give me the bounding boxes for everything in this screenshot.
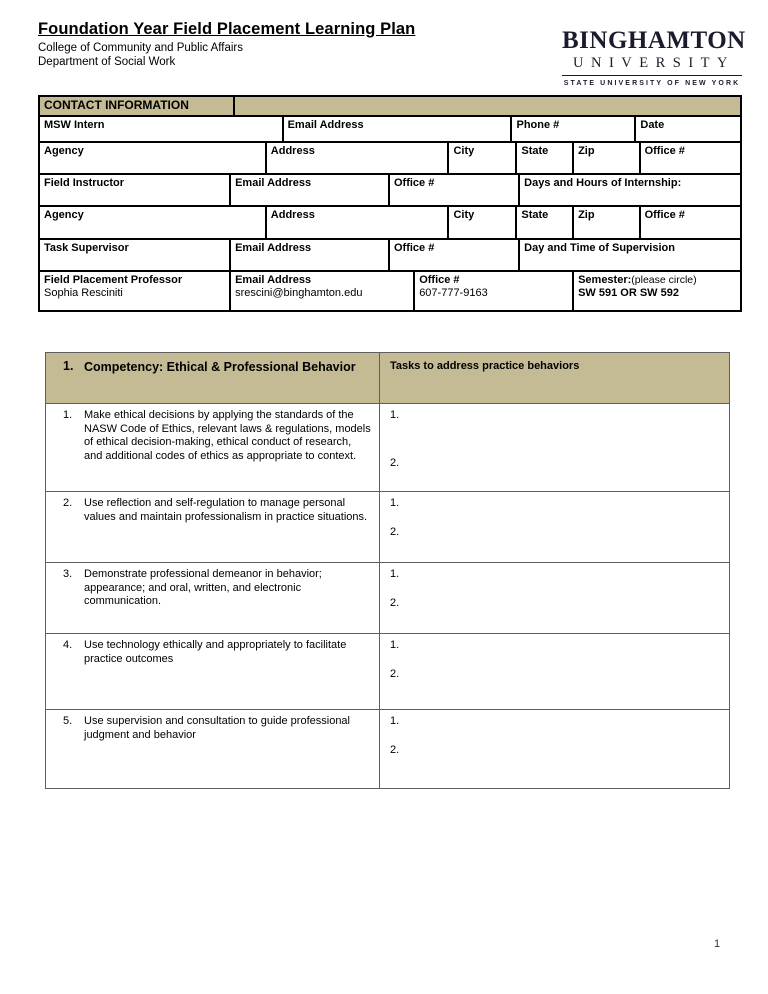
competency-header-row: [46, 353, 729, 404]
contact-row-placement-professor: [40, 272, 740, 310]
tasks-header-cell: Tasks to address practice behaviors: [389, 360, 580, 372]
practice-behavior-cell: [46, 404, 380, 491]
tasks-cell: [380, 710, 729, 788]
practice-behavior-cell: [46, 634, 380, 709]
semester-cell: [574, 272, 740, 310]
office-number-field: Office #: [644, 209, 685, 221]
tasks-cell: [380, 492, 729, 562]
competency-row-1: [46, 404, 729, 492]
logo-wordmark: BINGHAMTON: [562, 27, 746, 54]
logo-university-text: UNIVERSITY: [573, 55, 735, 71]
practice-behavior-cell: [46, 563, 380, 633]
task-2-marker: 2.: [389, 667, 400, 680]
behavior-number: 5.: [63, 715, 73, 727]
task-supervisor-field: Task Supervisor: [40, 240, 231, 270]
phone-field: Phone #: [512, 117, 636, 141]
contact-information-table: [38, 95, 742, 312]
behavior-text: Use reflection and self-regulation to manage personal values and maintain professionalism in practice situations.: [84, 497, 368, 523]
city-field: City: [449, 143, 517, 173]
professor-label: Field Placement Professor: [44, 274, 183, 286]
competency-row-4: [46, 634, 729, 710]
practice-behavior-cell: [46, 492, 380, 562]
task-2-marker: 2.: [389, 743, 400, 756]
binghamton-university-logo: [562, 27, 746, 88]
behavior-number: 4.: [63, 639, 73, 651]
task-1-marker: 1.: [389, 568, 400, 580]
professor-email-cell: [231, 272, 415, 310]
contact-row-field-instructor: [40, 175, 740, 207]
behavior-text: Demonstrate professional demeanor in behavior; appearance; and oral, written, and electronic communication.: [84, 568, 322, 607]
logo-tagline: STATE UNIVERSITY OF NEW YORK: [563, 80, 741, 87]
page-number: 1: [714, 938, 721, 950]
agency-field: Agency: [40, 143, 267, 173]
zip-field: Zip: [574, 143, 641, 173]
logo-divider-rule: [562, 75, 742, 76]
behavior-number: 3.: [63, 568, 73, 580]
competency-row-2: [46, 492, 729, 563]
date-field: Date: [640, 119, 665, 131]
semester-options: SW 591 OR SW 592: [578, 287, 679, 299]
office-phone-value: 607-777-9163: [419, 287, 488, 299]
semester-line: [578, 274, 736, 287]
task-1-marker: 1.: [389, 409, 400, 421]
competency-row-5: [46, 710, 729, 788]
contact-section-title: CONTACT INFORMATION: [40, 97, 235, 115]
task-2-marker: 2.: [389, 456, 400, 469]
address-field: Address: [267, 207, 450, 238]
address-field: Address: [267, 143, 450, 173]
competency-title: Competency: Ethical & Professional Behavior: [84, 360, 356, 374]
behavior-text: Use supervision and consultation to guide professional judgment and behavior: [84, 715, 350, 741]
task-2-marker: 2.: [389, 525, 400, 538]
competency-number: 1.: [63, 359, 74, 373]
field-instructor-field: Field Instructor: [40, 175, 231, 205]
day-time-supervision-field: Day and Time of Supervision: [524, 242, 675, 254]
email-address-field: Email Address: [231, 175, 390, 205]
behavior-number: 2.: [63, 497, 73, 509]
state-field: State: [517, 207, 574, 238]
practice-behavior-cell: [46, 710, 380, 788]
page-title: Foundation Year Field Placement Learning Plan: [38, 20, 416, 38]
contact-row-agency-1: [40, 143, 740, 175]
subtitle-department: Department of Social Work: [38, 55, 176, 68]
behavior-text: Use technology ethically and appropriately to facilitate practice outcomes: [84, 639, 347, 665]
email-value: srescini@binghamton.edu: [235, 287, 363, 299]
office-label: Office #: [419, 274, 460, 286]
subtitle-college: College of Community and Public Affairs: [38, 42, 243, 54]
office-number-field: Office #: [644, 145, 685, 157]
professor-name: Sophia Resciniti: [44, 287, 123, 299]
task-1-marker: 1.: [389, 639, 400, 651]
email-label: Email Address: [235, 274, 312, 286]
city-field: City: [449, 207, 517, 238]
competency-title-cell: [46, 353, 380, 403]
contact-section-header-filler: [235, 97, 740, 115]
zip-field: Zip: [574, 207, 641, 238]
task-2-marker: 2.: [389, 596, 400, 609]
task-1-marker: 1.: [389, 715, 400, 727]
agency-field: Agency: [40, 207, 267, 238]
office-number-field: Office #: [390, 175, 520, 205]
field-placement-professor-cell: [40, 272, 231, 310]
competency-row-3: [46, 563, 729, 634]
days-hours-internship-field: Days and Hours of Internship:: [524, 177, 682, 189]
email-address-field: Email Address: [231, 240, 390, 270]
tasks-cell: [380, 563, 729, 633]
contact-row-task-supervisor: [40, 240, 740, 272]
semester-label: Semester:: [578, 274, 632, 286]
contact-row-agency-2: [40, 207, 740, 240]
contact-row-msw-intern: [40, 117, 740, 143]
contact-section-header-row: [40, 97, 740, 117]
document-header: [38, 20, 415, 69]
msw-intern-field: MSW Intern: [40, 117, 284, 141]
email-address-field: Email Address: [284, 117, 513, 141]
state-field: State: [517, 143, 574, 173]
behavior-text: Make ethical decisions by applying the standards of the NASW Code of Ethics, relevant laws & regulations, models of ethical decision-making, ethical conduct of research, and additional codes of ethics as appropriate to context.: [84, 409, 371, 462]
tasks-cell: [380, 404, 729, 491]
professor-office-cell: [415, 272, 574, 310]
semester-note: (please circle): [631, 274, 697, 286]
task-1-marker: 1.: [389, 497, 400, 509]
tasks-cell: [380, 634, 729, 709]
office-number-field: Office #: [390, 240, 520, 270]
behavior-number: 1.: [63, 409, 73, 421]
competency-table: [45, 352, 730, 789]
